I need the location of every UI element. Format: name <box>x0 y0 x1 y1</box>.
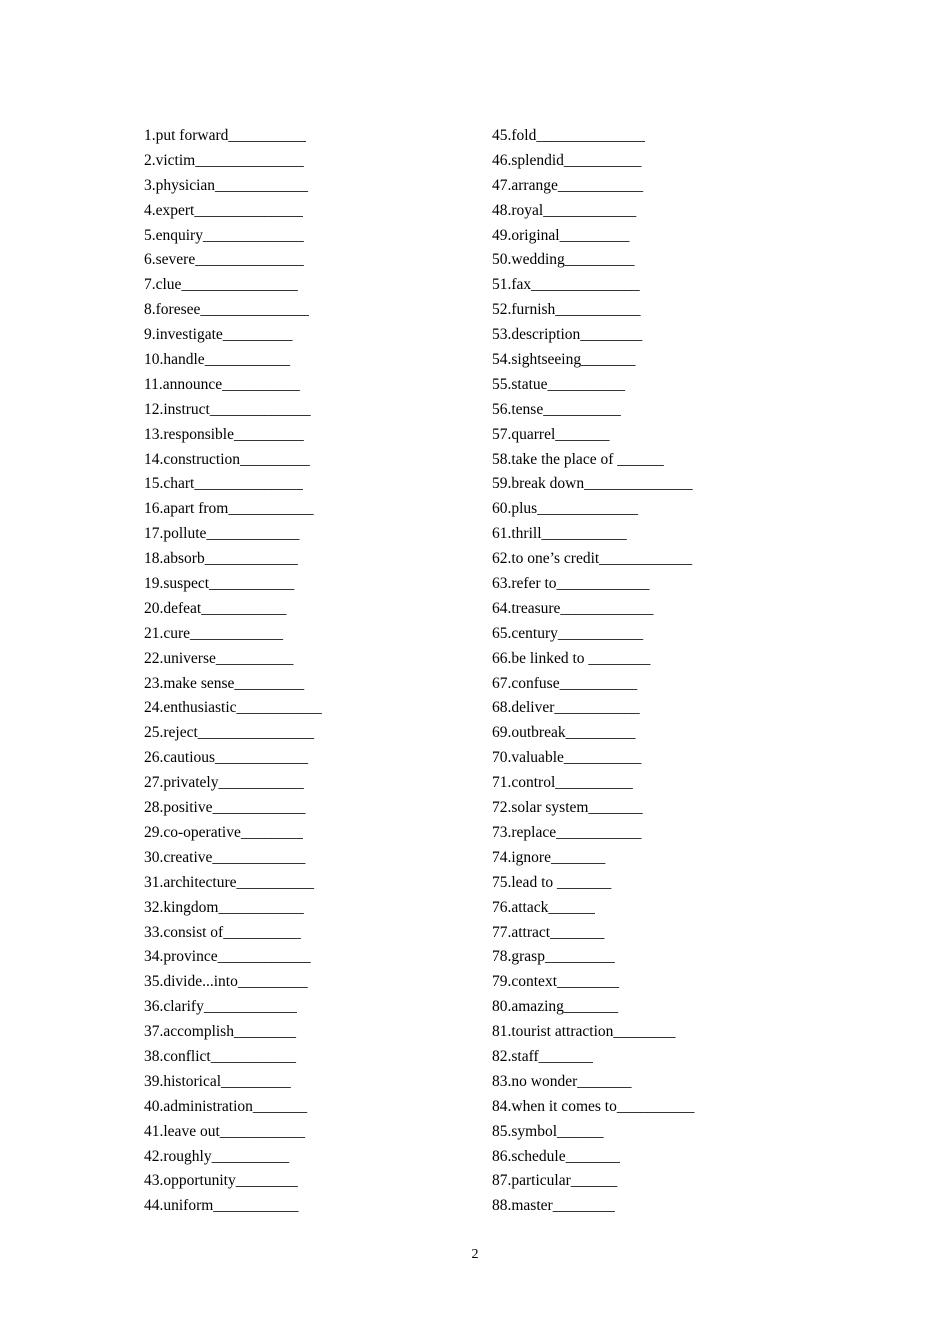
vocab-item: 42.roughly__________ <box>144 1147 290 1165</box>
vocab-item: 74.ignore_______ <box>492 848 606 866</box>
vocab-item: 18.absorb____________ <box>144 550 298 568</box>
vocab-item: 85.symbol______ <box>492 1122 604 1140</box>
vocab-item: 88.master________ <box>492 1197 615 1215</box>
vocab-item: 41.leave out___________ <box>144 1122 306 1140</box>
vocab-item: 32.kingdom___________ <box>144 898 304 916</box>
vocab-item: 4.expert______________ <box>144 201 303 219</box>
vocab-item: 28.positive____________ <box>144 799 306 817</box>
vocab-item: 71.control__________ <box>492 774 633 792</box>
vocab-item: 1.put forward__________ <box>144 127 306 144</box>
vocab-item: 47.arrange___________ <box>492 176 644 194</box>
vocab-item: 39.historical_________ <box>144 1072 291 1090</box>
vocab-item: 81.tourist attraction________ <box>492 1023 676 1041</box>
vocab-item: 15.chart______________ <box>144 475 303 493</box>
vocab-item: 82.staff_______ <box>492 1047 593 1065</box>
vocab-item: 27.privately___________ <box>144 774 304 792</box>
vocab-item: 10.handle___________ <box>144 351 290 369</box>
vocab-item: 51.fax______________ <box>492 276 640 294</box>
vocab-item: 68.deliver___________ <box>492 699 640 717</box>
vocab-item: 40.administration_______ <box>144 1097 308 1115</box>
vocab-item: 2.victim______________ <box>144 151 304 169</box>
vocab-item: 60.plus_____________ <box>492 500 638 518</box>
vocab-item: 17.pollute____________ <box>144 525 300 543</box>
vocab-item: 64.treasure____________ <box>492 599 654 617</box>
vocab-item: 20.defeat___________ <box>144 599 287 617</box>
vocab-item: 7.clue_______________ <box>144 276 298 294</box>
vocab-item: 45.fold______________ <box>492 127 645 144</box>
vocab-item: 24.enthusiastic___________ <box>144 699 322 717</box>
vocab-item: 9.investigate_________ <box>144 326 293 344</box>
vocab-item: 16.apart from___________ <box>144 500 314 518</box>
vocab-item: 87.particular______ <box>492 1172 618 1190</box>
vocab-item: 70.valuable__________ <box>492 749 642 767</box>
vocab-item: 26.cautious____________ <box>144 749 309 767</box>
vocab-item: 22.universe__________ <box>144 649 294 667</box>
vocab-item: 48.royal____________ <box>492 201 637 219</box>
vocab-item: 50.wedding_________ <box>492 251 635 269</box>
vocab-item: 37.accomplish________ <box>144 1023 296 1041</box>
vocab-item: 31.architecture__________ <box>144 873 315 891</box>
vocab-item: 69.outbreak_________ <box>492 724 636 742</box>
vocab-item: 12.instruct_____________ <box>144 400 311 418</box>
vocab-item: 19.suspect___________ <box>144 575 295 593</box>
vocab-item: 63.refer to____________ <box>492 575 650 593</box>
vocab-item: 6.severe______________ <box>144 251 304 269</box>
vocab-item: 66.be linked to ________ <box>492 649 651 667</box>
vocab-item: 56.tense__________ <box>492 400 621 418</box>
vocab-item: 23.make sense_________ <box>144 674 305 692</box>
vocab-item: 49.original_________ <box>492 226 630 244</box>
vocab-item: 8.foresee______________ <box>144 301 309 319</box>
vocab-item: 86.schedule_______ <box>492 1147 620 1165</box>
vocab-item: 58.take the place of ______ <box>492 450 664 468</box>
vocab-item: 54.sightseeing_______ <box>492 351 636 369</box>
vocab-item: 13.responsible_________ <box>144 425 304 443</box>
right-column <box>492 124 694 1219</box>
vocab-item: 84.when it comes to__________ <box>492 1097 695 1115</box>
vocab-item: 3.physician____________ <box>144 176 309 194</box>
vocab-item: 46.splendid__________ <box>492 151 642 169</box>
vocab-item: 67.confuse__________ <box>492 674 638 692</box>
vocab-item: 43.opportunity________ <box>144 1172 298 1190</box>
vocab-item: 78.grasp_________ <box>492 948 615 966</box>
vocab-item: 72.solar system_______ <box>492 799 643 817</box>
vocab-item: 44.uniform___________ <box>144 1197 299 1215</box>
vocab-item: 21.cure____________ <box>144 624 284 642</box>
vocab-item: 29.co-operative________ <box>144 823 303 841</box>
vocab-item: 5.enquiry_____________ <box>144 226 304 244</box>
vocab-item: 30.creative____________ <box>144 848 306 866</box>
vocab-item: 73.replace___________ <box>492 823 642 841</box>
vocab-item: 14.construction_________ <box>144 450 310 468</box>
vocab-item: 52.furnish___________ <box>492 301 641 319</box>
vocab-item: 55.statue__________ <box>492 375 626 393</box>
vocab-item: 75.lead to _______ <box>492 873 612 891</box>
vocab-item: 62.to one’s credit____________ <box>492 550 693 568</box>
vocab-item: 77.attract_______ <box>492 923 605 941</box>
left-column <box>144 124 322 1219</box>
vocab-item: 34.province____________ <box>144 948 311 966</box>
vocab-item: 79.context________ <box>492 973 619 991</box>
vocab-item: 25.reject_______________ <box>144 724 315 742</box>
vocab-item: 80.amazing_______ <box>492 998 619 1016</box>
vocab-item: 57.quarrel_______ <box>492 425 610 443</box>
vocab-item: 11.announce__________ <box>144 375 300 393</box>
vocab-item: 53.description________ <box>492 326 643 344</box>
vocab-item: 38.conflict___________ <box>144 1047 296 1065</box>
vocab-item: 36.clarify____________ <box>144 998 297 1016</box>
vocab-item: 35.divide...into_________ <box>144 973 308 991</box>
vocab-item: 83.no wonder_______ <box>492 1072 632 1090</box>
vocab-item: 61.thrill___________ <box>492 525 627 543</box>
page-number: 2 <box>471 1247 479 1262</box>
vocab-item: 65.century___________ <box>492 624 644 642</box>
vocab-item: 59.break down______________ <box>492 475 693 493</box>
vocab-item: 33.consist of__________ <box>144 923 301 941</box>
vocab-item: 76.attack______ <box>492 898 595 916</box>
